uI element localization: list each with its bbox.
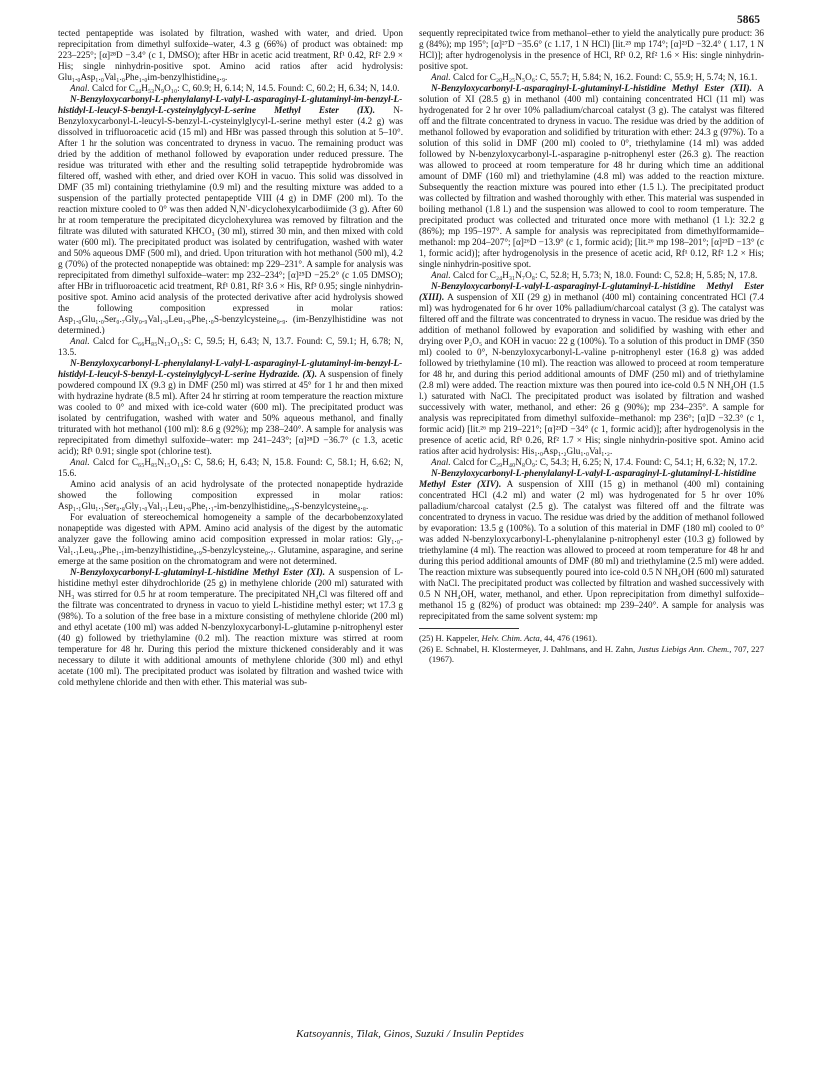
reference-authors: E. Schnabel, H. Klostermeyer, J. Dahlmans, and H. Zahn, <box>435 643 636 654</box>
paragraph-text: A suspension of XIII (15 g) in methanol (400 ml) containing concentrated HCl (4.2 ml) and water (2 ml) was hydrogenated for 5 hr over 10% palladium/charcoal catalyst (2.5 g). The catalyst was filtered off and the filtrate was concentrated to dryness in vacuo. The residue was dried by the addition of methanol followed by evaporation: 13.5 g (100%). To a solution of this material in DMF (180 ml) cooled to 0° was added N-benzyloxycarbonyl-L-phenylalanine p-nitrophenyl ester (10.3 g) followed by triethylamine (4 ml). The reaction was allowed to proceed at room temperature for 48 hr and during this period additional amounts of DMF (80 ml) and triethylamine (2.5 ml) were added. The reaction mixture was subsequently poured into ice-cold 0.5 N NH₄OH (600 ml) saturated with NaCl. The precipitated product was collected by filtration and washed successively with 0.5 N NH₄OH, water, methanol, and ether. Upon reprecipitation from dimethyl sulfoxide–methanol 15 g (82%) of product was obtained: mp 239–240°. A sample for analysis was reprecipitated from the same solvent system: mp <box>419 479 764 621</box>
analysis-label: Anal. <box>431 72 451 82</box>
right-column-text <box>419 28 764 622</box>
reference-item <box>419 633 764 644</box>
paragraph-text: N-Benzyloxycarbonyl-L-leucyl-S-benzyl-L-cysteinylglycyl-L-serine methyl ester (4.2 g) was dissolved in trifluoroacetic acid (15 ml) and HBr was passed through this solution at 5–10°. After 1 hr the solution was concentrated to dryness in vacuo. The remaining product was dried by the addition of methanol followed by evaporation under reduced pressure. The residue was triturated with ether and the resulting solid tetrapeptide hydrobromide was filtered off, washed with ether, and dried over KOH in vacuo. This solid was dissolved in DMF (35 ml) containing triethylamine (0.9 ml) and the resulting mixture was added to a suspension of the partially protected pentapeptide VIII (4 g) in DMF (200 ml). To the reaction mixture cooled to 0° was then added N,N′-dicyclohexylcarbodiimide (3 g). After 60 hr at room temperature the precipitated dicyclohexylurea was removed by filtration and the filtrate was diluted with saturated KHCO₃ (30 ml), stirred 30 min, and then mixed with cold water (600 ml). The precipitated product was isolated by centrifugation, washed with water and 50% aqueous DMF (500 ml), and dried. Upon trituration with hot methanol (500 ml), 4.2 g (70%) of the protected nonapeptide was obtained: mp 229–231°. A sample for analysis was reprecipitated from dimethyl sulfoxide–water: mp 232–234°; [α]²⁵D −25.2° (c 1.05 DMSO); after HBr in trifluoroacetic acid treatment, Rf¹ 0.81, Rf² 3.6 × His, Rf³ 0.95; single ninhydrin-positive spot. Amino acid analysis of the protected derivative after acid hydrolysis showed the following composition expressed in molar ratios: Asp₁.₀Glu₁.₀Ser₀.₇Gly₀.₉Val₁.₀Leu₁.₀Phe₁.₀S-benzylcysteine₀.₉. (im-Benzylhistidine was not determined.) <box>58 105 403 335</box>
paragraph-text: sequently reprecipitated twice from methanol–ether to yield the analytically pure product: 36 g (84%); mp 195°; [α]²⁷D −35.6° (c 1.17, 1 N HCl) [lit.²⁵ mp 174°; [α]²³D −32.4° ( 1.17, 1 N HCl)]; after hydrogenolysis in the presence of HCl, Rf¹ 0.2, Rf² 1.6 × His: single ninhydrin-positive spot. <box>419 28 764 71</box>
reference-number: (26) <box>419 643 434 654</box>
paragraph-text: Amino acid analysis of an acid hydrolysate of the protected nonapeptide hydrazide showed the following composition expressed in molar ratios: Asp₁.₁Glu₁.₁Ser₀.₈Gly₁.₀Val₁.₁Leu₁.₀Phe₁.₁-im-benzylhistidine₀.₉S-benzylcysteine₀.₈. <box>58 479 403 511</box>
paragraph-text: A solution of XI (28.5 g) in methanol (400 ml) containing concentrated HCl (11 ml) was hydrogenated for 2 hr over 10% palladium/charcoal catalyst (3 g). The catalyst was filtered off and the filtrate concentrated to dryness in vacuo. The residue was dried by the addition of methanol followed by evaporation and solidified by trituration with ether: 24.3 g (97%). To a solution of this solid in DMF (200 ml) cooled to 0°, triethylamine (14 ml) was added followed by N-benzyloxycarbonyl-L-asparagine p-nitrophenyl ester (26.3 g). The reaction was allowed to proceed at room temperature for 48 hr during which time an additional amount of DMF (160 ml) and triethylamine (4.8 ml) was added to the reaction mixture. Subsequently the reaction mixture was poured into ether (1.5 l.). The precipitated product was collected by filtration and washed thoroughly with ether. This material was suspended in boiling methanol (1.8 l.) and the suspension was allowed to cool to room temperature. The precipitated product was collected and triturated once more with methanol (1 l.): 32.2 g (86%); mp 195–197°. A sample for analysis was reprecipitated from dimethylformamide–methanol: mp 204–207°; [α]²⁶D −13.9° (c 1, formic acid); [lit.²⁶ mp 198–201°; [α]²³D −13° (c 1, formic acid)]; after hydrogenolysis in the presence of acetic acid, Rf¹ 0.12, Rf² 1.2 × His; single ninhydrin-positive spot. <box>419 83 764 269</box>
analysis-paragraph <box>419 457 764 468</box>
paragraph-text: Calcd for C₆₆H₈₅N₁₃O₁₅S: C, 59.5; H, 6.43; N, 13.7. Found: C, 59.1; H, 6.78; N, 13.5. <box>58 336 403 357</box>
compound-title: N-Benzyloxycarbonyl-L-glutaminyl-L-histidine Methyl Ester (XI). <box>70 567 325 577</box>
reference-number: (25) <box>419 633 434 643</box>
text-paragraph <box>58 28 403 83</box>
text-paragraph <box>58 512 403 567</box>
running-footer: Katsoyannis, Tilak, Ginos, Suzuki / Insulin Peptides <box>296 1028 524 1040</box>
paragraph-text: A suspension of finely powdered compound IX (9.3 g) in DMF (250 ml) was stirred at 45° for 1 hr and then mixed with hydrazine hydrate (8.5 ml). After 24 hr stirring at room temperature the reaction mixture was cooled to 0° and mixed with ice-cold water (600 ml). The precipitated product was isolated by centrifugation, washed with water and 50% aqueous methanol, and finally triturated with hot methanol (100 ml): 8.6 g (92%); mp 238–240°. A sample for analysis was reprecipitated from dimethyl sulfoxide–water: mp 241–243°; [α]²⁸D −36.7° (c 1.3, acetic acid); Rf¹ 0.91; single spot (chlorine test). <box>58 369 403 456</box>
reference-details: 44, 476 (1961). <box>544 633 598 643</box>
compound-paragraph <box>419 468 764 622</box>
paragraph-text: Calcd for C₂₀H₂₅N₅O₆: C, 55.7; H, 5.84; N, 16.2. Found: C, 55.9; H, 5.74; N, 16.1. <box>452 72 758 82</box>
reference-details: 707, 227 (1967). <box>429 643 764 664</box>
paragraph-text: For evaluation of stereochemical homogeneity a sample of the decarbobenzoxylated nonapeptide was digested with APM. Amino acid analysis of the digest by the automatic analyzer gave the following amino acid composition expressed in molar ratios: Gly₁.₀-Val₁.₁Leu₀.₉Phe₁.₁im-benzylhistidine₀.₉S-benzylcysteine₀.₇. Glutamine, asparagine, and serine emerge at the same position on the chromatogram and were not determined. <box>58 512 403 566</box>
references <box>419 633 764 665</box>
paragraph-text: A suspension of L-histidine methyl ester dihydrochloride (25 g) in methylene chloride (200 ml) saturated with NH₃ was stirred for 0.5 hr at room temperature. The precipitated NH₄Cl was filtered off and the filtrate was concentrated to dryness in vacuo to yield L-histidine methyl ester; wt 17.3 g (98%). To a solution of the free base in a mixture consisting of methylene chloride (200 ml) and ethyl acetate (100 ml) was added N-benzyloxycarbonyl-L-glutamine p-nitrophenyl ester (40 g) followed by triethylamine (0.2 ml). The reaction mixture was stirred at room temperature for 48 hr. During this period the mixture thickened considerably and it was necessary to dilute it with additional amounts of methylene chloride (300 ml) and ethyl acetate (100 ml). The precipitated product was isolated by filtration and washed twice with cold methylene chloride and then with ether. This material was sub- <box>58 567 403 687</box>
paragraph-text: Calcd for C₆₅H₈₅N₁₅O₁₄S: C, 58.6; H, 6.43; N, 15.8. Found: C, 58.1; H, 6.62; N, 15.6. <box>58 457 403 478</box>
article-body <box>58 28 764 1013</box>
compound-title: N-Benzyloxycarbonyl-L-phenylalanyl-L-valyl-L-asparaginyl-L-glutaminyl-im-benzyl-L-histidyl-L-leucyl-S-benzyl-L-cysteinylglycyl-L-serine Hydrazide. (X). <box>58 358 403 379</box>
compound-paragraph <box>58 94 403 336</box>
reference-item <box>419 644 764 665</box>
reference-journal: Justus Liebigs Ann. Chem., <box>637 643 732 654</box>
text-paragraph <box>419 28 764 72</box>
reference-journal: Helv. Chim. Acta, <box>481 633 542 643</box>
paragraph-text: A suspension of XII (29 g) in methanol (400 ml) containing concentrated HCl (7.4 ml) was hydrogenated for 6 hr over 10% palladium/charcoal catalyst (3 g). The catalyst was filtered off and the filtrate was concentrated to dryness in vacuo. The residue was dried by the addition of methanol followed by evaporation and solidified by washing with ether and drying over P₂O₅ and KOH in vacuo: 22 g (100%). To a solution of this product in DMF (350 ml) cooled to 0°, N-benzyloxycarbonyl-L-valine p-nitrophenyl ester (16.8 g) was added followed by triethylamine (10 ml). The reaction was allowed to proceed at room temperature for 48 hr, and during this period additional amounts of DMF (250 ml) and of triethylamine (2.8 ml) were added. The reaction mixture was then poured into ice-cold 0.5 N NH₄OH (1.5 l.) saturated with NaCl. The precipitated product was isolated by filtration and washed successively with water, methanol, and ether: 26 g (90%); mp 234–235°. A sample for analysis was reprecipitated from dimethyl sulfoxide–methanol: mp 236°; [α]D −32.3° (c 1, formic acid) [lit.²⁶ mp 219–221°; [α]²³D −34° (c 1, formic acid)]; after hydrogenolysis in the presence of acetic acid, Rf¹ 0.26, Rf² 1.7 × His; single ninhydrin-positive spot. Amino acid ratios after acid hydrolysis: His₁.₀Asp₁.₂Glu₁.₀Val₁.₂. <box>419 292 764 456</box>
analysis-label: Anal. <box>431 457 451 467</box>
compound-title: N-Benzyloxycarbonyl-L-valyl-L-asparaginyl-L-glutaminyl-L-histidine Methyl Ester (XIII). <box>419 281 764 302</box>
page-number: 5865 <box>737 14 760 26</box>
analysis-paragraph <box>58 457 403 479</box>
compound-title: N-Benzyloxycarbonyl-L-phenylalanyl-L-valyl-L-asparaginyl-L-glutaminyl-L-histidine Methyl Ester (XIV). <box>419 468 757 489</box>
paragraph-text: tected pentapeptide was isolated by filtration, washed with water, and dried. Upon reprecipitation from dimethyl sulfoxide–water, 4.3 g (66%) of product was obtained: mp 223–225°; [α]²⁸D −3.4° (c 1, DMSO); after HBr in acetic acid treatment, Rf¹ 0.42, Rf² 2.9 × His; single ninhydrin-positive spot. Amino acid ratios after acid hydrolysis: Glu₁.₀Asp₁.₀Val₁.₀Phe₁.₀im-benzylhistidine₀.₉. <box>58 28 403 82</box>
analysis-label: Anal. <box>70 83 90 93</box>
paragraph-text: Calcd for C₂₄H₃₁N₇O₈: C, 52.8; H, 5.73; N, 18.0. Found: C, 52.8; H, 5.85; N, 17.8. <box>452 270 758 280</box>
analysis-label: Anal. <box>70 336 90 346</box>
reference-authors: H. Kappeler, <box>435 633 480 643</box>
analysis-paragraph <box>58 83 403 94</box>
paragraph-text: Calcd for C₂₉H₄₀N₈O₉: C, 54.3; H, 6.25; N, 17.4. Found: C, 54.1; H, 6.32; N, 17.2. <box>452 457 758 467</box>
analysis-paragraph <box>58 336 403 358</box>
text-paragraph <box>58 479 403 512</box>
left-column <box>58 28 403 1013</box>
compound-paragraph <box>58 567 403 688</box>
compound-paragraph <box>419 83 764 270</box>
compound-paragraph <box>419 281 764 457</box>
analysis-label: Anal. <box>431 270 451 280</box>
analysis-label: Anal. <box>70 457 90 467</box>
right-column <box>419 28 764 1013</box>
compound-paragraph <box>58 358 403 457</box>
analysis-paragraph <box>419 72 764 83</box>
compound-title: N-Benzyloxycarbonyl-L-asparaginyl-L-glutaminyl-L-histidine Methyl Ester (XII). <box>431 83 752 93</box>
analysis-paragraph <box>419 270 764 281</box>
paragraph-text: Calcd for C₄₄H₅₃N₉O₁₀: C, 60.9; H, 6.14; N, 14.5. Found: C, 60.2; H, 6.34; N, 14.0. <box>91 83 400 93</box>
compound-title: N-Benzyloxycarbonyl-L-phenylalanyl-L-valyl-L-asparaginyl-L-glutaminyl-im-benzyl-L-histidyl-L-leucyl-S-benzyl-L-cysteinylglycyl-L-serine Methyl Ester (IX). <box>58 94 403 115</box>
